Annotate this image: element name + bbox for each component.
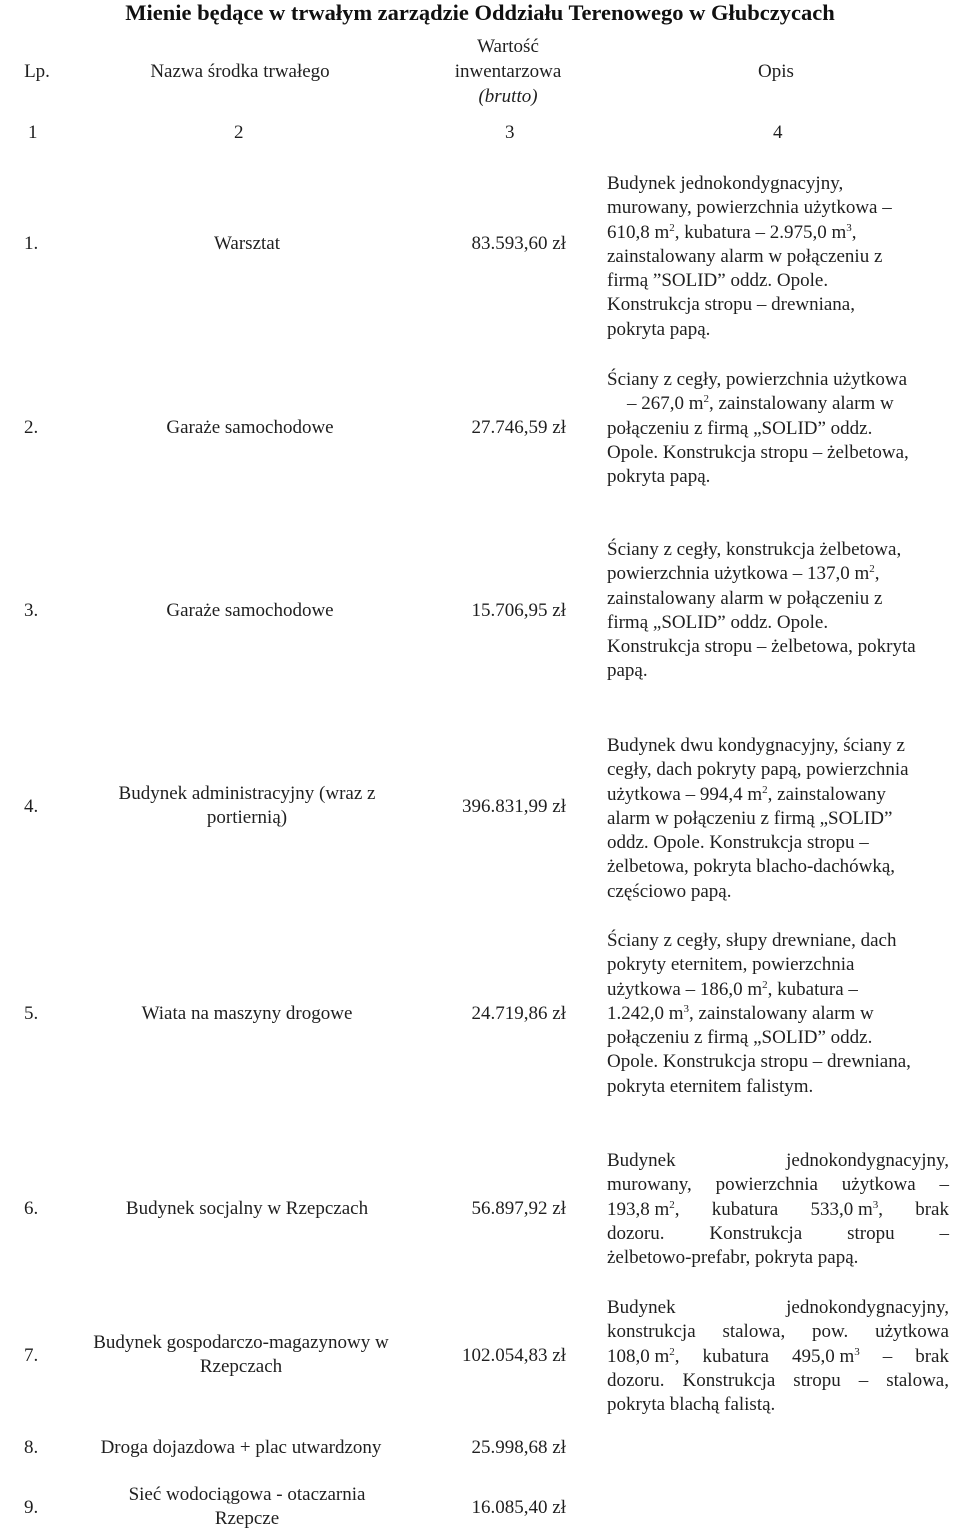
- row-name: [66, 1331, 416, 1380]
- row-name: [86, 782, 408, 831]
- row-name-line: Sieć wodociągowa - otaczarnia: [128, 1484, 366, 1505]
- row-description: [607, 929, 949, 1099]
- description-line: Ściany z cegły, słupy drewniane, dach: [607, 930, 897, 951]
- description-line: Ściany z cegły, powierzchnia użytkowa: [607, 369, 908, 390]
- description-line: zainstalowany alarm w połączeniu z: [607, 587, 883, 609]
- row-description: [607, 172, 949, 342]
- row-name: [86, 1483, 408, 1532]
- row-description: [607, 368, 949, 489]
- row-name: Garaże samochodowe: [166, 417, 334, 438]
- description-line: powierzchnia użytkowa – 137,0 $m^2$,: [607, 563, 880, 585]
- row-value: 27.746,59 zł: [471, 417, 566, 438]
- description-line: papą.: [607, 660, 648, 682]
- row-name-line: Budynek gospodarczo-magazynowy w: [93, 1332, 389, 1353]
- description-line: pokryta papą.: [607, 318, 711, 340]
- column-number-1: 1: [28, 122, 38, 143]
- description-line: częściowo papą.: [607, 880, 732, 902]
- header-description: Opis: [758, 61, 794, 82]
- row-lp: 3.: [24, 600, 39, 621]
- row-value: 83.593,60 zł: [471, 233, 566, 254]
- description-line: alarm w połączeniu z firmą „SOLID”: [607, 807, 893, 829]
- description-line: pokryta papą.: [607, 466, 711, 488]
- description-line: pokryta eternitem falistym.: [607, 1075, 814, 1097]
- row-name-line: portiernią): [206, 807, 288, 829]
- row-name: Garaże samochodowe: [166, 600, 334, 621]
- row-lp: 9.: [24, 1497, 39, 1518]
- description-line: żelbetowo-prefabr, pokryta papą.: [607, 1247, 859, 1269]
- description-line: użytkowa – 186,0 $m^2$, kubatura –: [607, 978, 858, 1000]
- description-line: 610,8 $m^2$, kubatura – 2.975,0 $m^3$,: [607, 221, 857, 243]
- row-name-line: Rzepczach: [199, 1356, 283, 1378]
- header-value: [430, 34, 586, 109]
- row-lp: 8.: [24, 1437, 39, 1458]
- row-description: [607, 1296, 949, 1417]
- description-line: murowany, powierzchnia użytkowa –: [607, 197, 892, 219]
- row-value: 56.897,92 zł: [471, 1198, 566, 1219]
- header-lp: Lp.: [24, 61, 50, 82]
- description-line: Konstrukcja stropu – żelbetowa, pokryta: [607, 636, 916, 658]
- description-line: dozoru. Konstrukcja stropu –: [607, 1222, 949, 1244]
- row-name: Warsztat: [214, 233, 280, 254]
- description-line: konstrukcja stalowa, pow. użytkowa: [607, 1321, 949, 1343]
- header-value-line1: Wartość: [477, 36, 539, 57]
- description-line: 1.242,0 $m^3$, zainstalowany alarm w: [607, 1002, 874, 1024]
- row-value: 15.706,95 zł: [471, 600, 566, 621]
- column-number-2: 2: [234, 122, 244, 143]
- description-line: – 267,0 $m^2$, zainstalowany alarm w: [627, 393, 894, 415]
- description-line: Budynek jednokondygnacyjny,: [607, 1150, 949, 1171]
- description-line: firmą ”SOLID” oddz. Opole.: [607, 270, 829, 292]
- description-line: zainstalowany alarm w połączeniu z: [607, 245, 883, 267]
- description-line: oddz. Opole. Konstrukcja stropu –: [607, 832, 869, 854]
- row-value: 24.719,86 zł: [471, 1003, 566, 1024]
- row-name: Droga dojazdowa + plac utwardzony: [100, 1437, 382, 1458]
- row-name-line: Budynek administracyjny (wraz z: [118, 783, 376, 804]
- row-value: 102.054,83 zł: [462, 1345, 566, 1366]
- description-line: użytkowa – 994,4 $m^2$, zainstalowany: [607, 783, 886, 805]
- row-description: [607, 734, 949, 904]
- row-description: [607, 1149, 949, 1270]
- row-value: 25.998,68 zł: [471, 1437, 566, 1458]
- description-line: Budynek jednokondygnacyjny,: [607, 173, 844, 194]
- description-line: murowany, powierzchnia użytkowa –: [607, 1174, 949, 1196]
- row-description: [607, 538, 949, 684]
- description-line: połączeniu z firmą „SOLID” oddz.: [607, 417, 873, 439]
- row-name: Budynek socjalny w Rzepczach: [125, 1198, 369, 1219]
- page-title: Mienie będące w trwałym zarządzie Oddziału Terenowego w Głubczycach: [125, 0, 835, 25]
- header-value-line3: (brutto): [478, 86, 538, 107]
- description-line: firmą „SOLID” oddz. Opole.: [607, 611, 829, 633]
- description-line: Budynek jednokondygnacyjny,: [607, 1297, 949, 1318]
- description-line: żelbetowa, pokryta blacho-dachówką,: [607, 856, 896, 878]
- row-lp: 1.: [24, 233, 39, 254]
- header-value-line2: inwentarzowa: [454, 61, 562, 82]
- description-line: połączeniu z firmą „SOLID” oddz.: [607, 1027, 873, 1049]
- description-line: cegły, dach pokryty papą, powierzchnia: [607, 759, 909, 781]
- description-line: pokryty eternitem, powierzchnia: [607, 954, 855, 976]
- column-number-3: 3: [505, 122, 515, 143]
- row-lp: 7.: [24, 1345, 39, 1366]
- row-name-line: Rzepcze: [214, 1508, 280, 1530]
- row-name: Wiata na maszyny drogowe: [141, 1003, 353, 1024]
- description-line: dozoru. Konstrukcja stropu – stalowa,: [607, 1369, 949, 1391]
- description-line: Budynek dwu kondygnacyjny, ściany z: [607, 735, 905, 756]
- description-line: Ściany z cegły, konstrukcja żelbetowa,: [607, 539, 902, 560]
- row-lp: 5.: [24, 1003, 39, 1024]
- row-lp: 6.: [24, 1198, 39, 1219]
- description-line: pokryta blachą falistą.: [607, 1394, 776, 1416]
- description-line: Opole. Konstrukcja stropu – żelbetowa,: [607, 441, 909, 463]
- row-value: 16.085,40 zł: [471, 1497, 566, 1518]
- description-line: Opole. Konstrukcja stropu – drewniana,: [607, 1051, 911, 1073]
- row-value: 396.831,99 zł: [462, 796, 566, 817]
- row-lp: 2.: [24, 417, 39, 438]
- description-line: Konstrukcja stropu – drewniana,: [607, 294, 855, 316]
- header-name: Nazwa środka trwałego: [150, 61, 330, 82]
- description-line: 193,8 $m^2$, kubatura 533,0 $m^3$, brak: [607, 1198, 949, 1220]
- description-line: 108,0 $m^2$, kubatura 495,0 $m^3$ – brak: [607, 1345, 949, 1367]
- row-lp: 4.: [24, 796, 39, 817]
- column-number-4: 4: [773, 122, 783, 143]
